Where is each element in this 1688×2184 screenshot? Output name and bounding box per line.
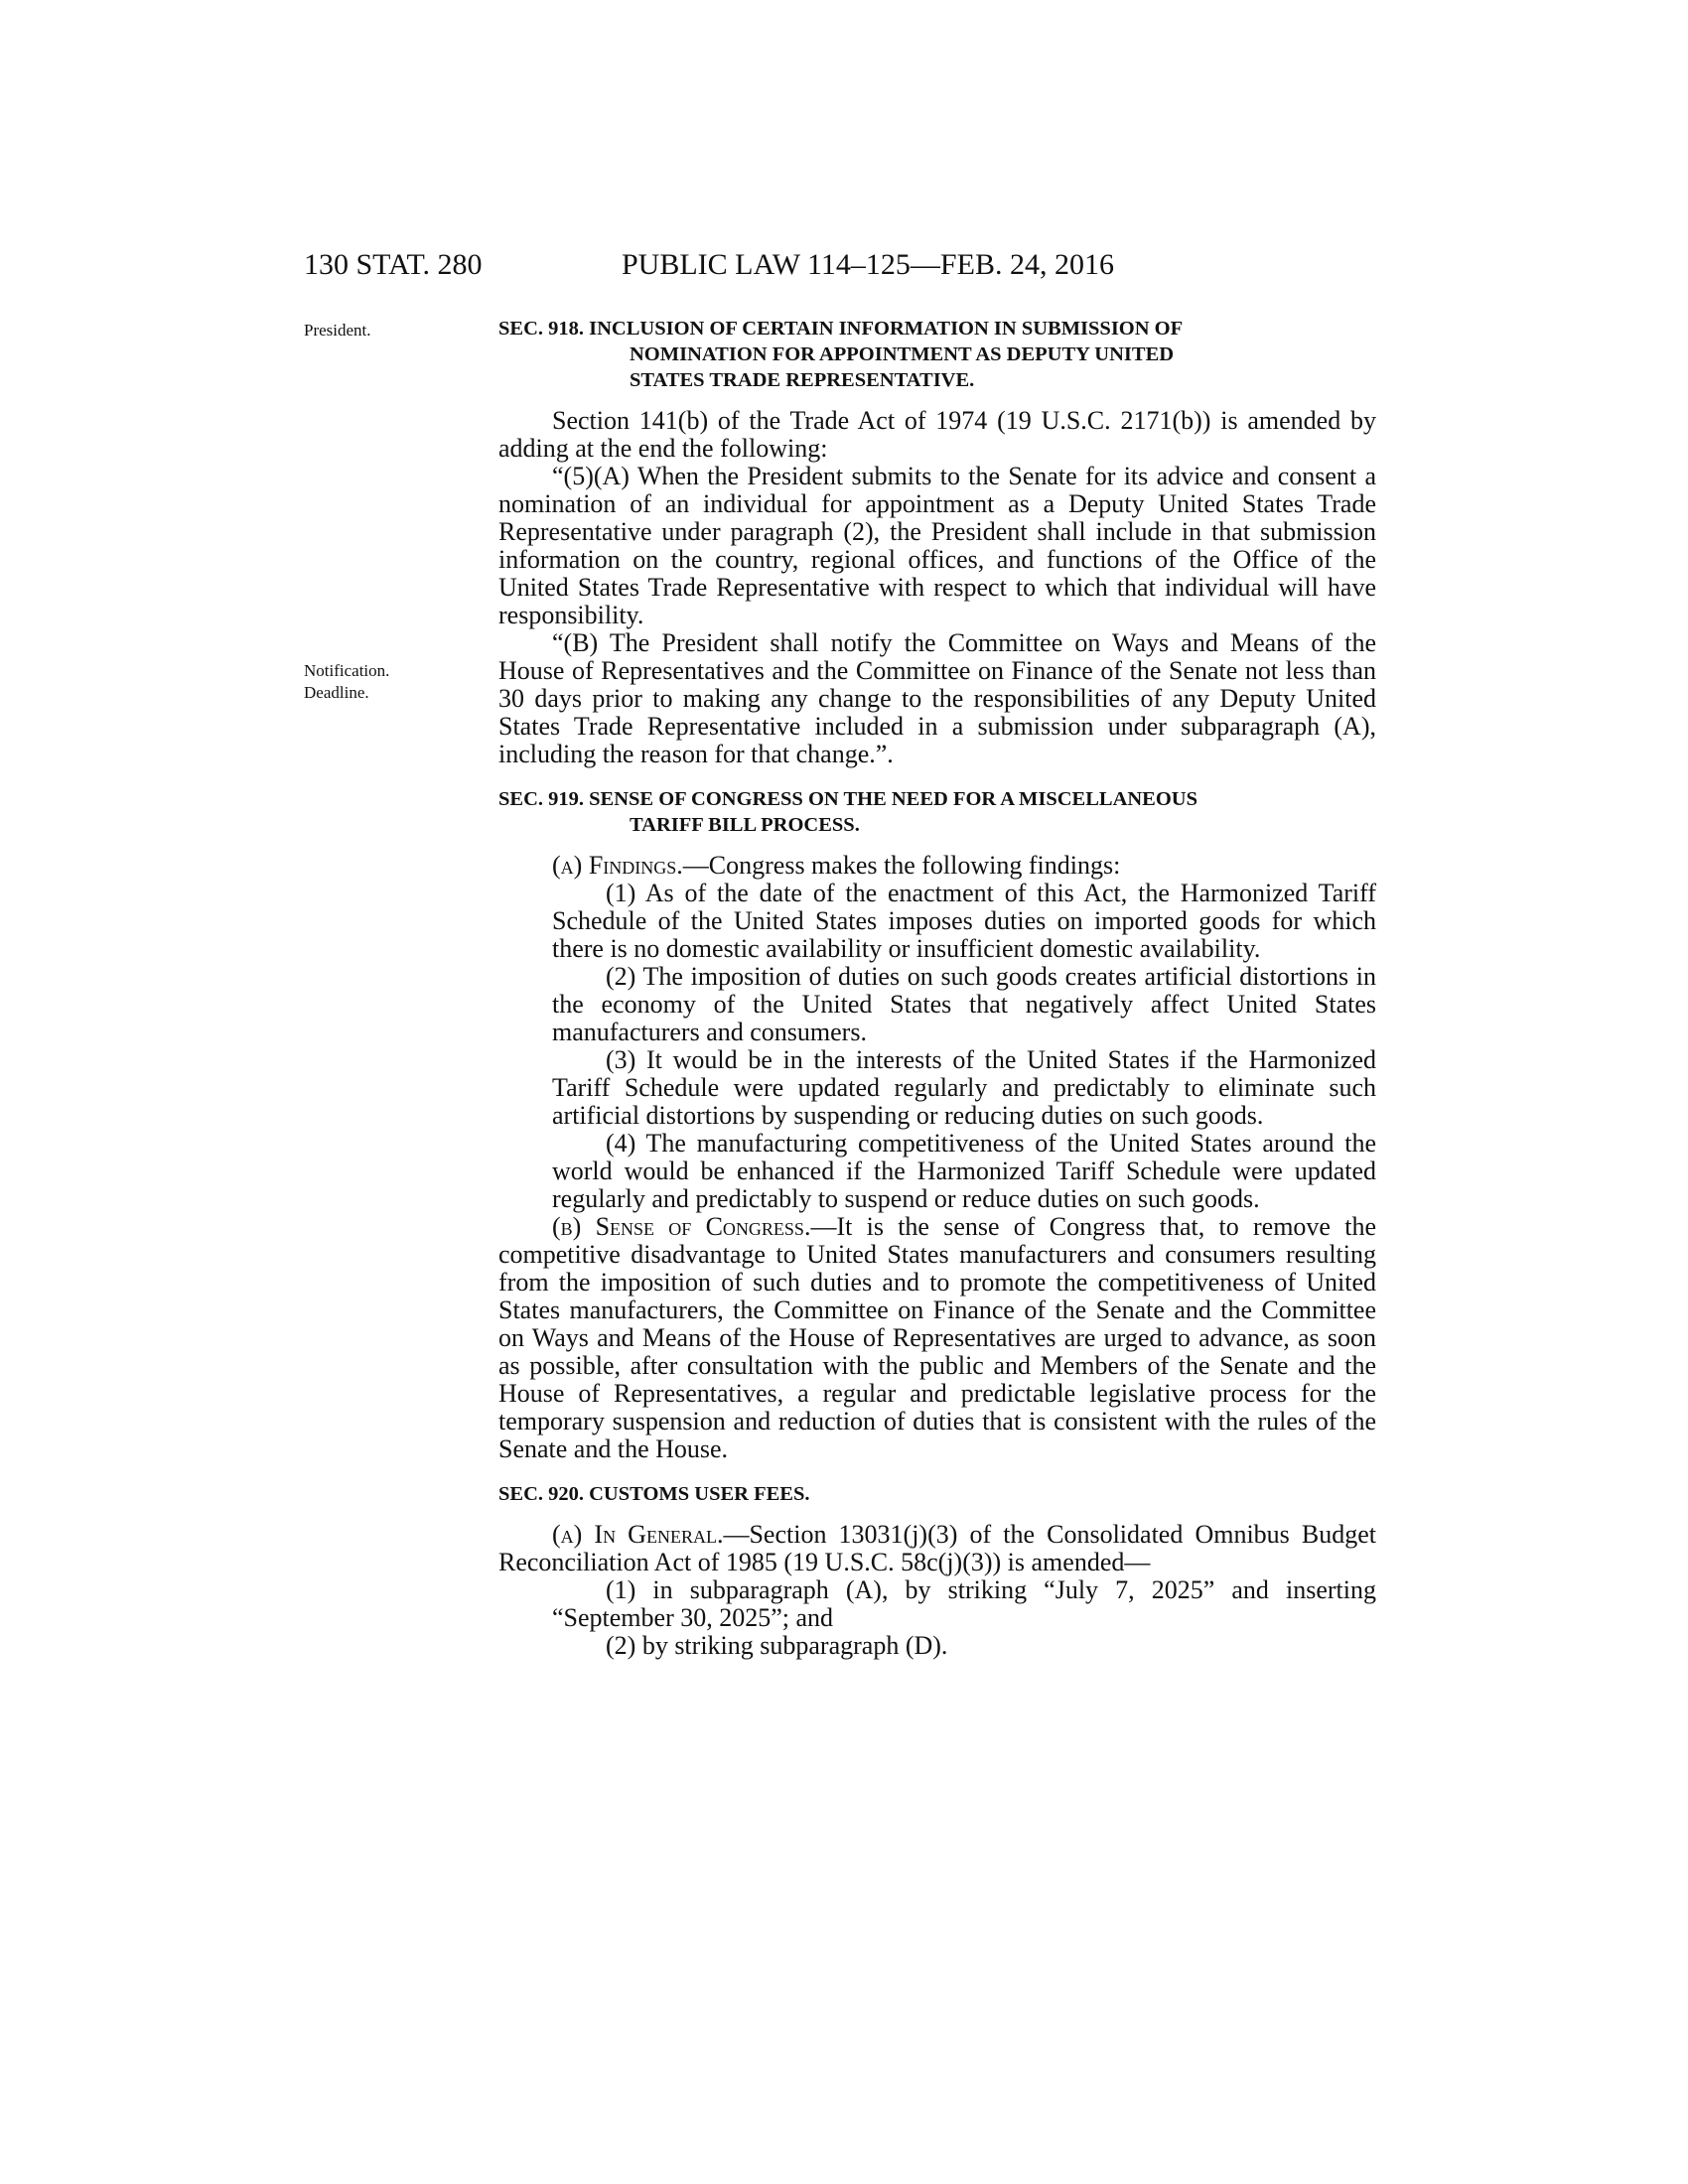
heading-line: STATES TRADE REPRESENTATIVE. [630, 369, 975, 391]
findings-paragraph [498, 852, 1376, 880]
heading-line: TARIFF BILL PROCESS. [630, 814, 860, 836]
section-919-heading [498, 786, 1376, 838]
margin-note-notification: Notification. [304, 661, 390, 680]
sense-text: —It is the sense of Congress that, to remove the competitive disadvantage to United States manufacturers and consumers resulting from the imposition of such duties and to promote the competitiveness of United States manufacturers, the Committee on Finance of the Senate and the Committee on Ways and Means of the House of Representatives are urged to advance, as soon as possible, after consultation with the public and Members of the Senate and the House of Representatives, a regular and predictable legislative process for the temporary suspension and reduction of duties that is consistent with the rules of the Senate and the House. [498, 1212, 1376, 1463]
amendment-item-1: (1) in subparagraph (A), by striking “July 7, 2025” and inserting “September 30, 2025”; and [552, 1575, 1376, 1632]
margin-note-president: President. [304, 321, 371, 340]
section-918-para-a: “(5)(A) When the President submits to the Senate for its advice and consent a nomination of an individual for appointment as a Deputy United States Trade Representative under paragraph (2), the President shall include in that submission information on the country, regional offices, and functions of the Office of the United States Trade Representative with respect to which that individual will have responsibility. [498, 462, 1376, 629]
section-918-heading [498, 316, 1376, 393]
main-text [498, 316, 1376, 1660]
running-header [304, 248, 1376, 288]
heading-line: SEC. 919. SENSE OF CONGRESS ON THE NEED FOR A MISCELLANEOUS [498, 788, 1197, 810]
section-918-para-b: “(B) The President shall notify the Committee on Ways and Means of the House of Representatives and the Committee on Finance of the Senate not less than 30 days prior to making any change to the responsibilities of any Deputy United States Trade Representative included in a submission under subparagraph (A), including the reason for that change.”. [498, 628, 1376, 768]
finding-1: (1) As of the date of the enactment of this Act, the Harmonized Tariff Schedule of the United States imposes duties on imported goods for which there is no domestic availability or insufficient domestic availability. [552, 879, 1376, 963]
heading-line: NOMINATION FOR APPOINTMENT AS DEPUTY UNITED [630, 343, 1175, 365]
finding-4: (4) The manufacturing competitiveness of the United States around the world would be enhanced if the Harmonized Tariff Schedule were updated regularly and predictably to suspend or reduce duties on such goods. [552, 1129, 1376, 1213]
finding-2: (2) The imposition of duties on such goods creates artificial distortions in the economy of the United States that negatively affect United States manufacturers and consumers. [552, 962, 1376, 1046]
section-920-heading [498, 1481, 1376, 1507]
heading-line: SEC. 918. INCLUSION OF CERTAIN INFORMATION IN SUBMISSION OF [498, 318, 1184, 340]
findings-intro: —Congress makes the following findings: [682, 851, 1121, 880]
finding-3: (3) It would be in the interests of the United States if the Harmonized Tariff Schedule were updated regularly and predictably to eliminate such artificial distortions by suspending or reducing duties on such goods. [552, 1045, 1376, 1130]
in-general-text: —Section 13031(j)(3) of the Consolidated Omnibus Budget Reconciliation Act of 1985 (19 U.S.C. 58c(j)(3)) is amended— [498, 1520, 1376, 1576]
findings-label: (a) Findings. [552, 851, 683, 880]
amendment-item-2: (2) by striking subparagraph (D). [606, 1631, 948, 1660]
public-law-title: PUBLIC LAW 114–125—FEB. 24, 2016 [622, 248, 1114, 281]
heading-line: SEC. 920. CUSTOMS USER FEES. [498, 1483, 810, 1505]
section-918-intro: Section 141(b) of the Trade Act of 1974 (19 U.S.C. 2171(b)) is amended by adding at the end the following: [498, 406, 1376, 463]
sense-of-congress-paragraph [498, 1213, 1376, 1463]
statute-page-number: 130 STAT. 280 [304, 248, 483, 281]
in-general-paragraph [498, 1521, 1376, 1576]
sense-label: (b) Sense of Congress. [552, 1212, 811, 1241]
margin-note-deadline: Deadline. [304, 683, 369, 702]
in-general-label: (a) In General. [552, 1520, 724, 1549]
